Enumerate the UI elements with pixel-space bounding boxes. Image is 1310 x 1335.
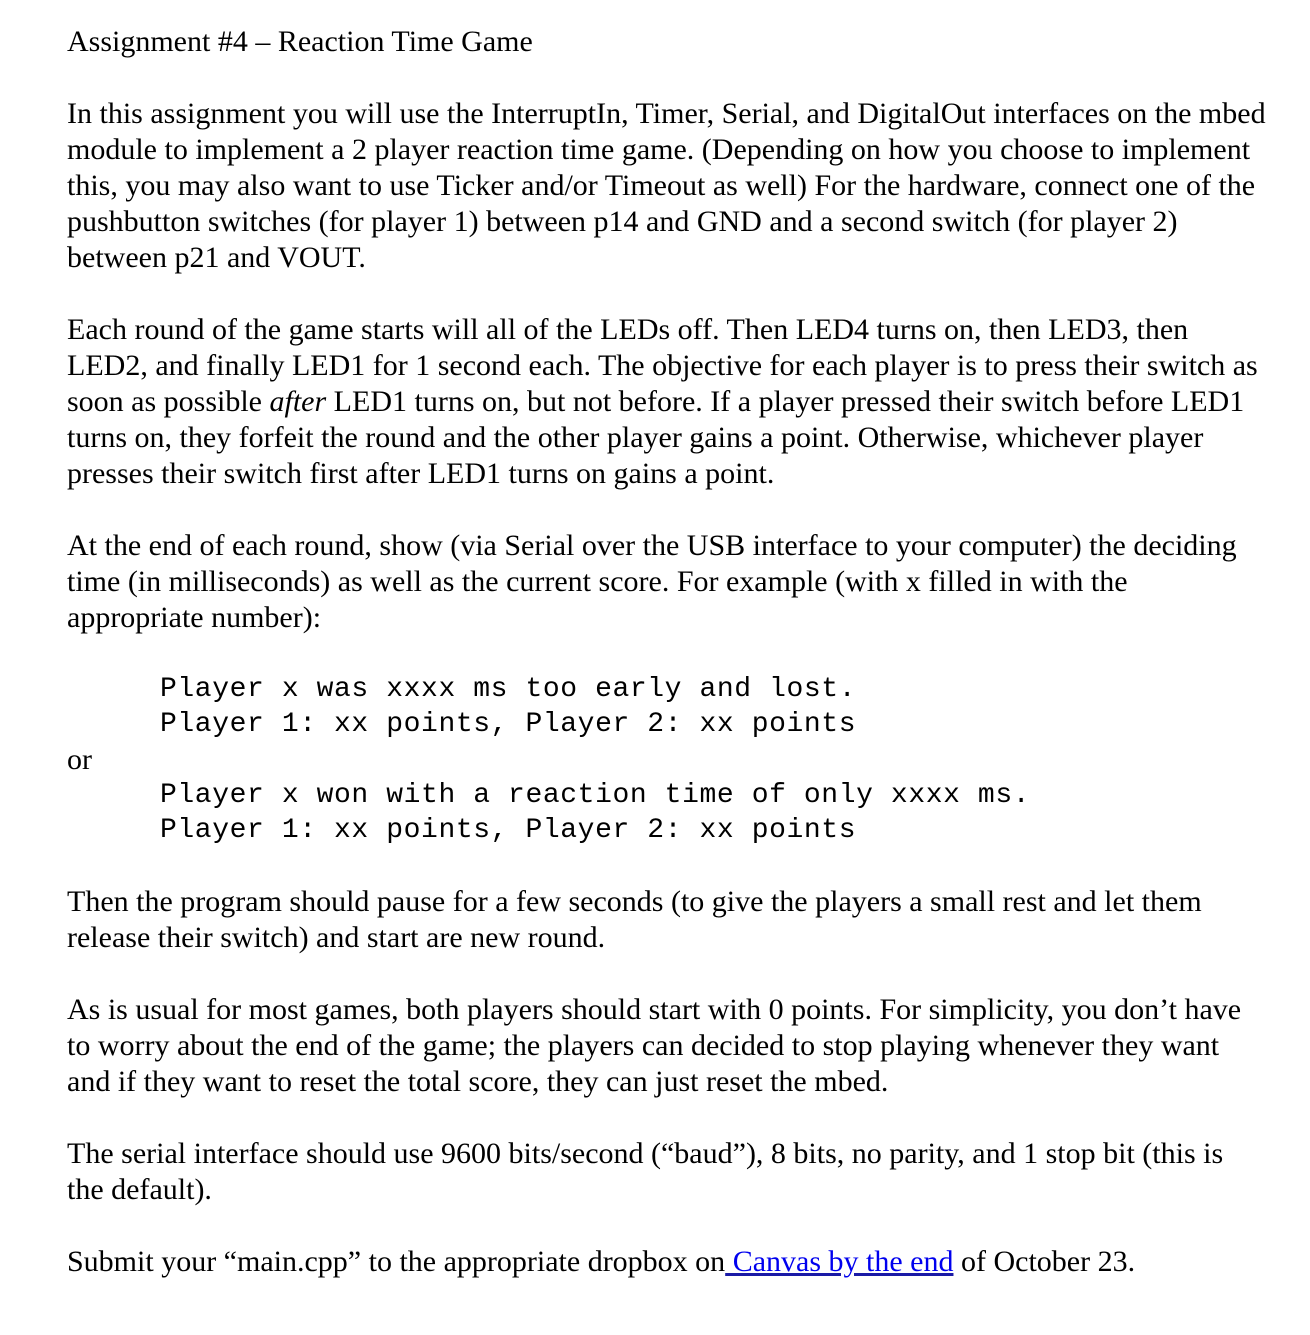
code-line: Player 1: xx points, Player 2: xx points (160, 815, 857, 846)
rules-text-before: Each round of the game starts will all of the LEDs off. Then LED4 turns on, then LED3, then LED2, and finally LED1 for 1 second each. The objective for each player is to press their switch as soon as possible (67, 313, 1258, 418)
submit-paragraph (67, 1244, 1267, 1280)
example-output-lost (67, 672, 1267, 742)
submit-text-after: of October 23. (953, 1245, 1136, 1278)
spacer (67, 276, 1267, 312)
code-line: Player 1: xx points, Player 2: xx points (160, 709, 857, 740)
code-line: Player x was xxxx ms too early and lost. (160, 674, 857, 705)
intro-paragraph: In this assignment you will use the InterruptIn, Timer, Serial, and DigitalOut interfaces on the mbed module to implement a 2 player reaction time game. (Depending on how you choose to implement this, you may also want to use Ticker and/or Timeout as well) For the hardware, connect one of the pushbutton switches (for player 1) between p14 and GND and a second switch (for player 2) between p21 and VOUT. (67, 97, 1266, 274)
serial-paragraph: The serial interface should use 9600 bits/second (“baud”), 8 bits, no parity, and 1 stop bit (this is the default). (67, 1137, 1224, 1206)
rules-emphasis: after (269, 385, 327, 418)
assignment-document (67, 24, 1267, 1280)
document-title: Assignment #4 – Reaction Time Game (67, 25, 533, 58)
spacer (67, 1208, 1267, 1244)
spacer (67, 1100, 1267, 1136)
spacer (67, 956, 1267, 992)
spacer (67, 492, 1267, 528)
canvas-link[interactable]: Canvas by the end (725, 1245, 954, 1278)
spacer (67, 636, 1267, 672)
example-output-won (67, 778, 1267, 848)
or-separator: or (67, 743, 92, 776)
spacer (67, 848, 1267, 884)
spacer (67, 60, 1267, 96)
pause-paragraph: Then the program should pause for a few seconds (to give the players a small rest and let them release their switch) and start are new round. (67, 885, 1202, 954)
code-line: Player x won with a reaction time of only xxxx ms. (160, 780, 1031, 811)
rules-text-after: LED1 turns on, but not before. If a player pressed their switch before LED1 turns on, they forfeit the round and the other player gains a point. Otherwise, whichever player presses their switch first after LED1 turns on gains a point. (67, 385, 1245, 490)
submit-text-before: Submit your “main.cpp” to the appropriate dropbox on (67, 1245, 726, 1278)
end-of-round-paragraph: At the end of each round, show (via Serial over the USB interface to your computer) the deciding time (in milliseconds) as well as the current score. For example (with x filled in with the appropriate number): (67, 529, 1237, 634)
rules-paragraph (67, 312, 1267, 492)
scoring-paragraph: As is usual for most games, both players should start with 0 points. For simplicity, you don’t have to worry about the end of the game; the players can decided to stop playing whenever they want and if they want to reset the total score, they can just reset the mbed. (67, 993, 1242, 1098)
